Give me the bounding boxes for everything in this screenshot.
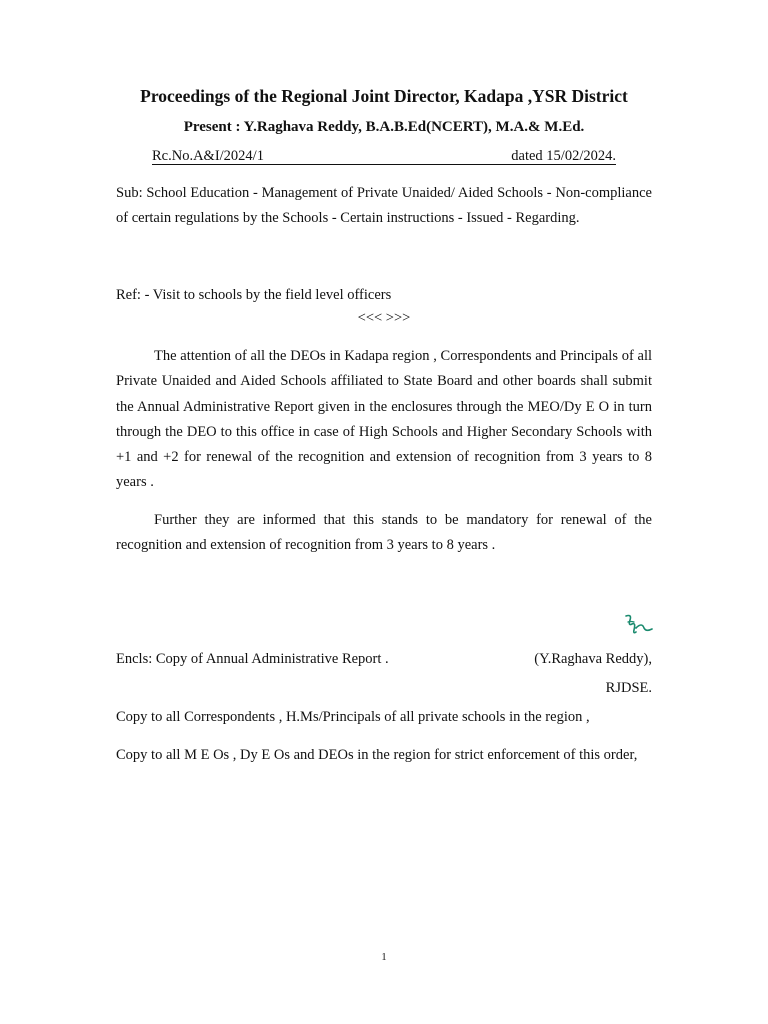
signatory-name: (Y.Raghava Reddy), bbox=[534, 651, 652, 667]
document-title: Proceedings of the Regional Joint Director, Kadapa ,YSR District bbox=[140, 86, 628, 106]
body-paragraph-2: Further they are informed that this stands to be mandatory for renewal of the recognition and extension of recognition from 3 years to 8 years . bbox=[116, 512, 652, 554]
rc-number: Rc.No.A&I/2024/1 bbox=[152, 148, 264, 164]
date: dated 15/02/2024. bbox=[511, 148, 616, 164]
present-officer: Present : Y.Raghava Reddy, B.A.B.Ed(NCERT), M.A.& M.Ed. bbox=[183, 119, 585, 135]
copy-to-officers: Copy to all M E Os , Dy E Os and DEOs in the region for strict enforcement of this order, bbox=[116, 747, 638, 763]
signatory-designation: RJDSE. bbox=[605, 680, 652, 696]
copy-to-correspondents: Copy to all Correspondents , H.Ms/Principals of all private schools in the region , bbox=[116, 709, 590, 725]
page-number: 1 bbox=[381, 952, 387, 963]
reference-line: Ref: - Visit to schools by the field level officers bbox=[116, 287, 392, 303]
separator: <<< >>> bbox=[357, 310, 411, 326]
body-paragraph-1: The attention of all the DEOs in Kadapa region , Correspondents and Principals of all Private Unaided and Aided Schools affiliated to State Board and other boards shall submit the Annual Administrative Report given in the enclosures through the MEO/Dy E O in turn through the DEO to this office in case of High Schools and Higher Secondary Schools with +1 and +2 for renewal of the recognition and extension of recognition from 3 years to 8 years . bbox=[116, 348, 652, 491]
signature-icon bbox=[622, 612, 654, 638]
subject-paragraph: Sub: School Education - Management of Private Unaided/ Aided Schools - Non-compliance of certain regulations by the Schools - Certain instructions - Issued - Regarding. bbox=[116, 185, 652, 227]
reference-number-line bbox=[152, 148, 616, 165]
enclosure-note: Encls: Copy of Annual Administrative Report . bbox=[116, 651, 389, 667]
